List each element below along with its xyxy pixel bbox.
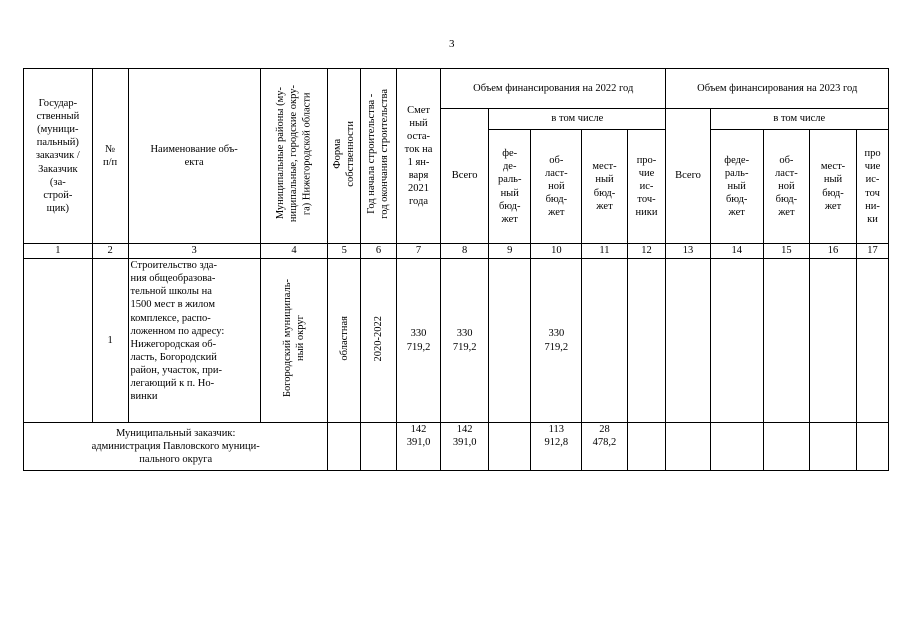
- header-other-2023: про чие ис- точ ни- ки: [857, 130, 889, 244]
- column-number: 11: [582, 244, 627, 259]
- header-regional-2022: об- ласт- ной бюд- жет: [531, 130, 582, 244]
- header-federal-2022: фе- де- раль- ный бюд- жет: [489, 130, 531, 244]
- row2-total-2022: 142 391,0: [441, 423, 489, 471]
- row1-remaining: 330 719,2: [396, 259, 440, 423]
- column-number: 4: [260, 244, 328, 259]
- header-object-name: Наименование объ- екта: [128, 69, 260, 244]
- header-customer: Государ- ственный (муници- пальный) заказчик / Заказчик (за- строй- щик): [24, 69, 93, 244]
- header-local-2022: мест- ный бюд- жет: [582, 130, 627, 244]
- column-number: 16: [809, 244, 856, 259]
- header-num: № п/п: [92, 69, 128, 244]
- column-number: 6: [361, 244, 397, 259]
- table-row: [24, 423, 889, 471]
- header-total-2022: Всего: [441, 109, 489, 244]
- header-period-cell: [361, 69, 397, 244]
- row2-local-2023: [809, 423, 856, 471]
- header-other-2022: про- чие ис- точ- ники: [627, 130, 666, 244]
- financing-table: [23, 68, 889, 471]
- row1-ownership: областная: [338, 316, 350, 361]
- row1-period-cell: [361, 259, 397, 423]
- column-number: 13: [666, 244, 710, 259]
- row2-other-2022: [627, 423, 666, 471]
- column-number: 17: [857, 244, 889, 259]
- row2-regional-2023: [763, 423, 809, 471]
- header-including-2022: в том числе: [489, 109, 666, 130]
- row1-other-2023: [857, 259, 889, 423]
- page-number: 3: [449, 38, 455, 50]
- row2-remaining: 142 391,0: [396, 423, 440, 471]
- row1-district-cell: [260, 259, 328, 423]
- header-ownership: Форма собственности: [332, 121, 357, 187]
- row2-local-2022: 28 478,2: [582, 423, 627, 471]
- row1-regional-2022: 330 719,2: [531, 259, 582, 423]
- row2-customer: Муниципальный заказчик: администрация Павловского муници- пального округа: [24, 423, 328, 471]
- header-remaining: Смет ный оста- ток на 1 ян- варя 2021 года: [396, 69, 440, 244]
- row1-ownership-cell: [328, 259, 361, 423]
- row1-customer: [24, 259, 93, 423]
- row1-total-2023: [666, 259, 710, 423]
- column-number: 10: [531, 244, 582, 259]
- column-number: 3: [128, 244, 260, 259]
- row1-local-2023: [809, 259, 856, 423]
- column-number: 5: [328, 244, 361, 259]
- header-districts: Муниципальные районы (му- ниципальные, городские окру- га) Нижегородской области: [275, 85, 313, 223]
- header-federal-2023: феде- раль- ный бюд- жет: [710, 130, 763, 244]
- row2-other-2023: [857, 423, 889, 471]
- row1-num: 1: [92, 259, 128, 423]
- row1-total-2022: 330 719,2: [441, 259, 489, 423]
- column-number: 1: [24, 244, 93, 259]
- row1-federal-2023: [710, 259, 763, 423]
- column-number: 7: [396, 244, 440, 259]
- header-fin-2022: Объем финансирования на 2022 год: [441, 69, 666, 109]
- table-row: [24, 259, 889, 423]
- header-local-2023: мест- ный бюд- жет: [809, 130, 856, 244]
- column-number: 8: [441, 244, 489, 259]
- row2-period: [361, 423, 397, 471]
- row1-regional-2023: [763, 259, 809, 423]
- header-regional-2023: об- ласт- ной бюд- жет: [763, 130, 809, 244]
- row1-district: Богородский муниципаль- ный округ: [281, 279, 307, 398]
- header-fin-2023: Объем финансирования на 2023 год: [666, 69, 889, 109]
- column-number: 12: [627, 244, 666, 259]
- header-ownership-cell: [328, 69, 361, 244]
- row1-federal-2022: [489, 259, 531, 423]
- row2-total-2023: [666, 423, 710, 471]
- row1-local-2022: [582, 259, 627, 423]
- column-number: 15: [763, 244, 809, 259]
- row1-object-name: Строительство зда- ния общеобразова- тельной школы на 1500 мест в жилом комплексе, распо- ложенном по адресу: Нижегородская об- ласть, Богородский район, участок, при- легающий к п. Но- винки: [128, 259, 260, 423]
- row1-period: 2020-2022: [372, 315, 384, 362]
- header-including-2023: в том числе: [710, 109, 888, 130]
- row1-other-2022: [627, 259, 666, 423]
- row2-ownership: [328, 423, 361, 471]
- header-total-2023: Всего: [666, 109, 710, 244]
- column-number: 2: [92, 244, 128, 259]
- header-districts-cell: [260, 69, 328, 244]
- column-number: 9: [489, 244, 531, 259]
- row2-federal-2022: [489, 423, 531, 471]
- header-period: Год начала строительства - год окончания строительства: [366, 89, 391, 219]
- column-number: 14: [710, 244, 763, 259]
- row2-federal-2023: [710, 423, 763, 471]
- row2-regional-2022: 113 912,8: [531, 423, 582, 471]
